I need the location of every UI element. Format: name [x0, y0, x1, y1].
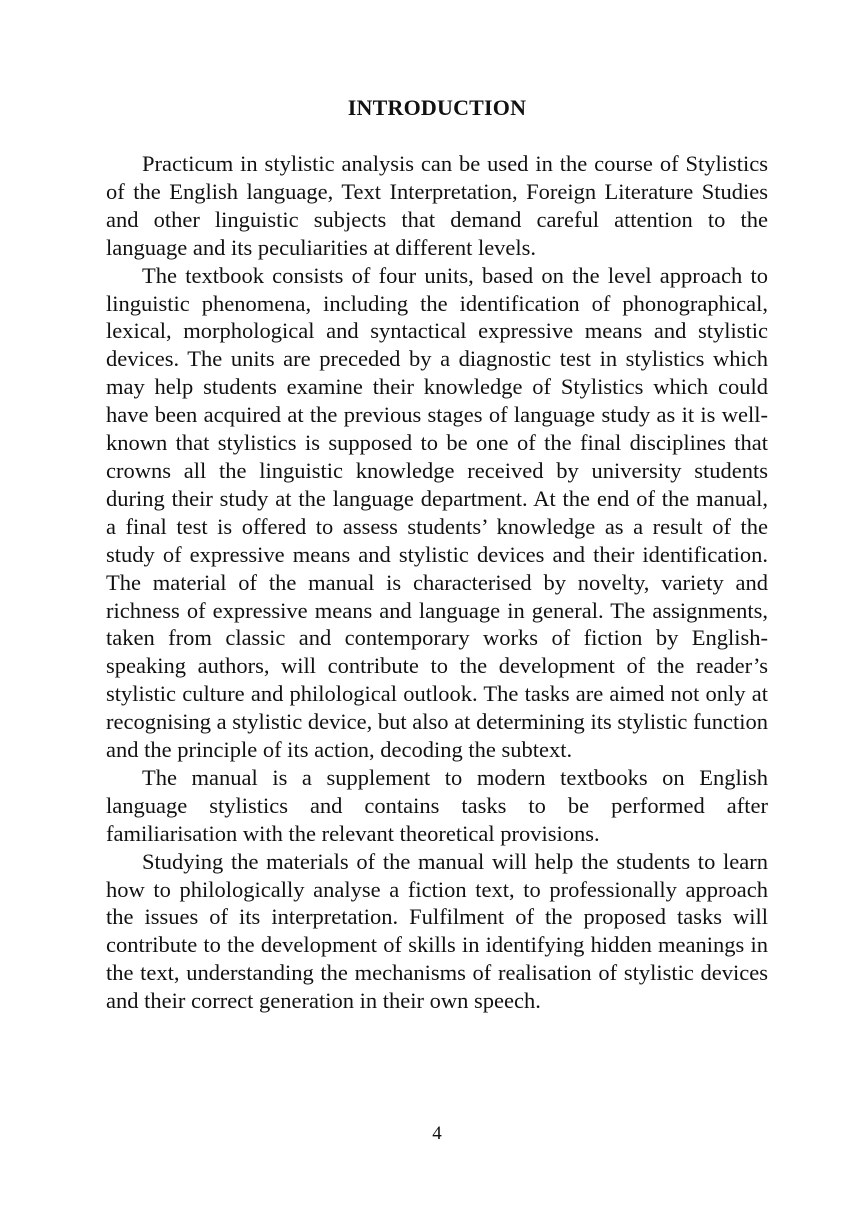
paragraph-2: The textbook consists of four units, based on the level approach to linguistic phenomena, including the identification of phonographical, lexical, morphological and syntactical expressive means and stylistic devices. The units are preceded by a diagnostic test in stylistics which may help students examine their knowledge of Stylistics which could have been acquired at the previous stages of language study as it is well-known that stylistics is supposed to be one of the final disciplines that crowns all the linguistic knowledge received by university students during their study at the language department. At the end of the manual, a final test is offered to assess students’ knowledge as a result of the study of expressive means and stylistic devices and their identification. The material of the manual is characterised by novelty, variety and richness of expressive means and language in general. The assignments, taken from classic and contemporary works of fiction by English-speaking authors, will contribute to the development of the reader’s stylistic culture and philological outlook. The tasks are aimed not only at recognising a stylistic device, but also at determining its stylistic function and the principle of its action, decoding the subtext.: [106, 262, 768, 763]
page-title: INTRODUCTION: [347, 95, 527, 120]
paragraph-1: Practicum in stylistic analysis can be used in the course of Stylistics of the English language, Text Interpretation, Foreign Literature Studies and other linguistic subjects that demand careful attention to the language and its peculiarities at different levels.: [106, 151, 768, 260]
paragraph-3: The manual is a supplement to modern textbooks on English language stylistics and contains tasks to be performed after familiarisation with the relevant theoretical provisions.: [106, 764, 768, 846]
body-text: [106, 150, 768, 1015]
paragraph-4: Studying the materials of the manual will help the students to learn how to philologically analyse a fiction text, to professionally approach the issues of its interpretation. Fulfilment of the proposed tasks will contribute to the development of skills in identifying hidden meanings in the text, understanding the mechanisms of realisation of stylistic devices and their correct generation in their own speech.: [106, 848, 768, 1014]
page-number: 4: [432, 1123, 442, 1144]
